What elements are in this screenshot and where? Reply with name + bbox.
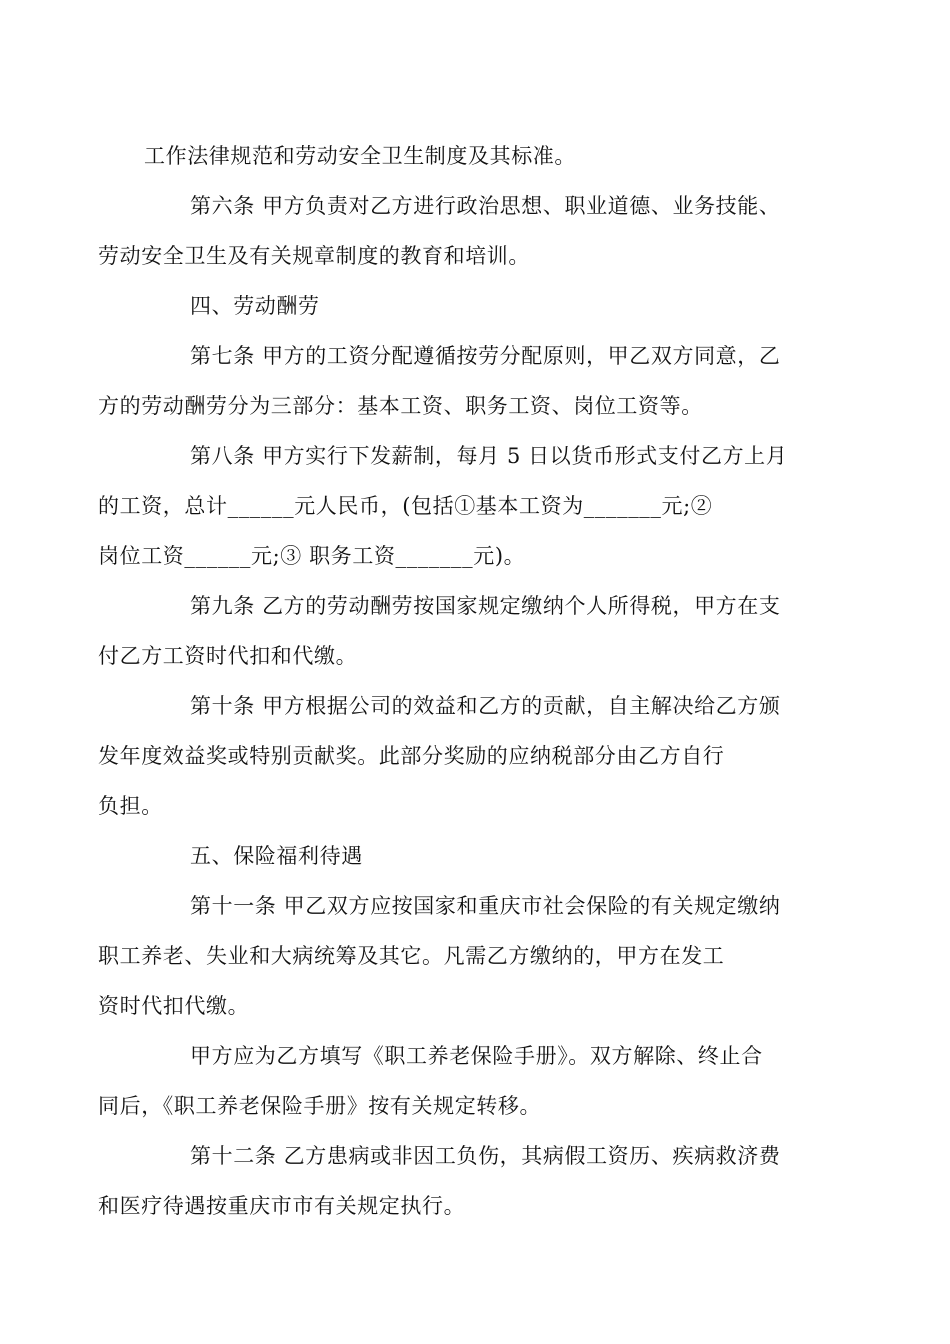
text-line: 岗位工资______元;③ 职务工资_______元)。 — [98, 544, 526, 568]
text-line: 甲方应为乙方填写《职工养老保险手册》。双方解除、终止合 — [190, 1044, 763, 1068]
text-line: 第七条 甲方的工资分配遵循按劳分配原则，甲乙双方同意，乙 — [190, 344, 781, 368]
article-12 — [98, 1131, 810, 1231]
document-body — [98, 131, 810, 1231]
article-11-supplement — [98, 1031, 810, 1131]
text-line: 资时代扣代缴。 — [98, 994, 250, 1018]
article-10 — [98, 681, 810, 831]
article-11 — [98, 881, 810, 1031]
text-line: 方的劳动酬劳分为三部分：基本工资、职务工资、岗位工资等。 — [98, 394, 703, 418]
text-line: 发年度效益奖或特别贡献奖。此部分奖励的应纳税部分由乙方自行 — [98, 744, 725, 768]
text-line: 第九条 乙方的劳动酬劳按国家规定缴纳个人所得税，甲方在支 — [190, 594, 781, 618]
text-line: 负担。 — [98, 794, 163, 818]
section-heading: 五、保险福利待遇 — [190, 844, 363, 868]
paragraph-continuation — [144, 131, 810, 181]
section-heading-remuneration — [144, 281, 810, 331]
text-line: 第十一条 甲乙双方应按国家和重庆市社会保险的有关规定缴纳 — [190, 894, 781, 918]
text-line: 第十二条 乙方患病或非因工负伤，其病假工资历、疾病救济费 — [190, 1144, 781, 1168]
text-line: 同后，《职工养老保险手册》按有关规定转移。 — [98, 1094, 542, 1118]
section-heading-insurance — [144, 831, 810, 881]
text-line: 付乙方工资时代扣和代缴。 — [98, 644, 358, 668]
article-9 — [98, 581, 810, 681]
article-7 — [98, 331, 810, 431]
text-line: 第八条 甲方实行下发薪制，每月 5 日以货币形式支付乙方上月 — [190, 444, 788, 468]
article-6 — [98, 181, 810, 281]
text-line: 职工养老、失业和大病统筹及其它。凡需乙方缴纳的，甲方在发工 — [98, 944, 725, 968]
article-8 — [98, 431, 810, 581]
text-line: 的工资，总计______元人民币，(包括①基本工资为_______元;② — [98, 494, 713, 518]
section-heading: 四、劳动酬劳 — [190, 294, 320, 318]
text-line: 第六条 甲方负责对乙方进行政治思想、职业道德、业务技能、 — [190, 194, 781, 218]
text-line: 和医疗待遇按重庆市市有关规定执行。 — [98, 1194, 466, 1218]
text-line: 劳动安全卫生及有关规章制度的教育和培训。 — [98, 244, 530, 268]
text-line: 第十条 甲方根据公司的效益和乙方的贡献，自主解决给乙方颁 — [190, 694, 781, 718]
text-line: 工作法律规范和劳动安全卫生制度及其标准。 — [144, 144, 576, 168]
